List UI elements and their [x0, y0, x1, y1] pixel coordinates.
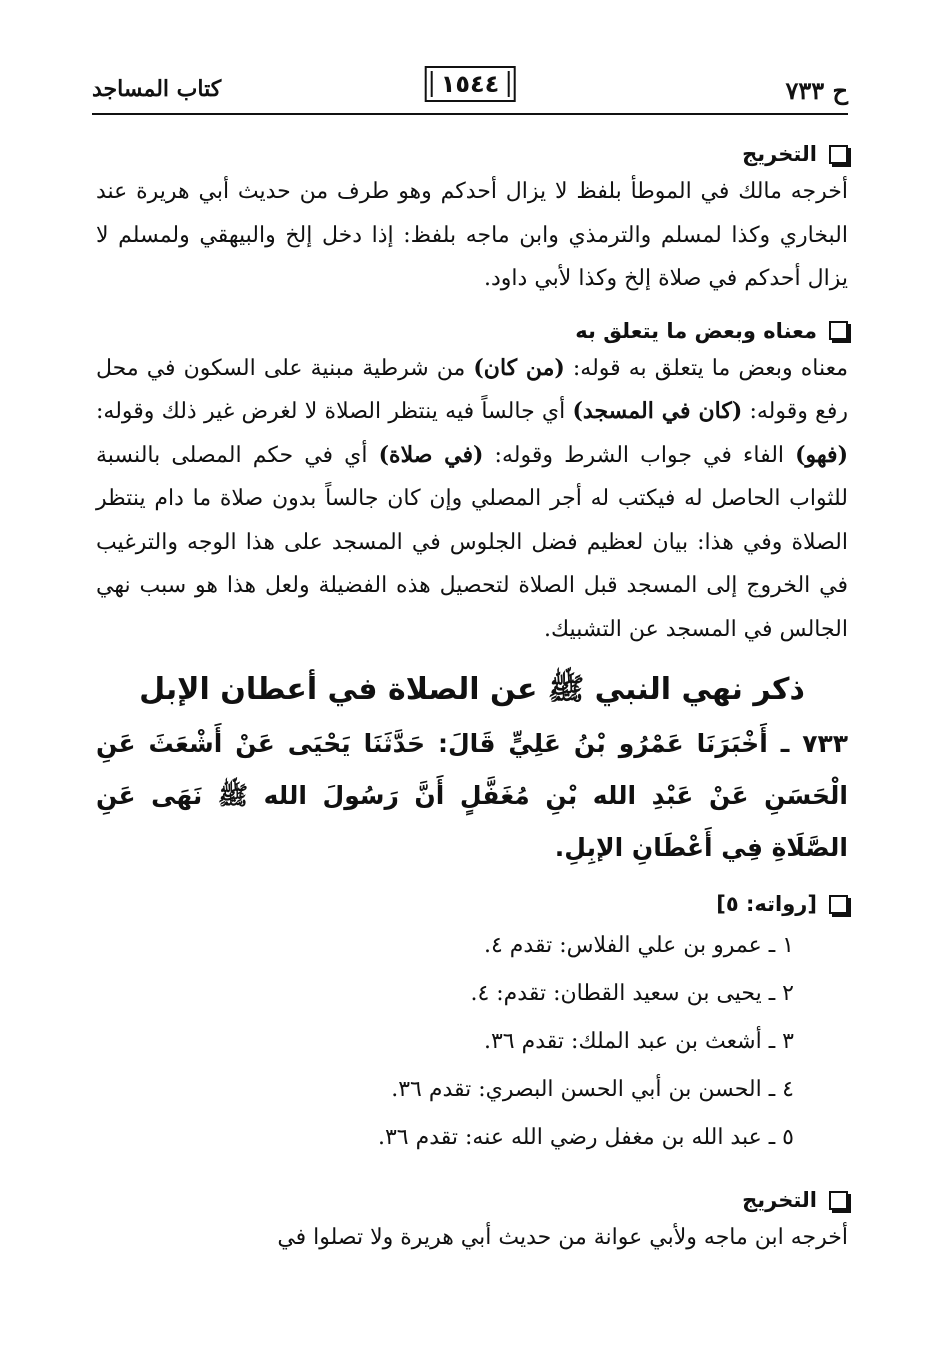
hadith-reference: ح ٧٣٣ [785, 76, 848, 105]
meaning-paragraph: معناه وبعض ما يتعلق به قوله: (من كان) من شرطية مبنية على السكون في محل رفع وقوله: (كان في المسجد) أي جالساً فيه ينتظر الصلاة لا لغرض غير ذلك وقوله: (فهو) الفاء في جواب الشرط وقوله: (في صلاة) أي في حكم المصلى بالنسبة للثواب الحاصل له فيكتب له أجر المصلي وإن كان جالساً بدون صلاة ما دام ينتظر الصلاة وفي هذا: بيان لعظيم فضل الجلوس في المسجد على هذا الوجه والترغيب في الخروج إلى المسجد قبل الصلاة لتحصيل هذه الفضيلة ولعل هذا هو سبب نهي الجالس في المسجد عن التشبيك. [96, 354, 849, 642]
checkbox-square-icon [829, 895, 848, 914]
section-heading-narrators [96, 892, 848, 916]
section-heading-label: التخريج [742, 1188, 817, 1212]
takhrij-paragraph-2: أخرجه ابن ماجه ولأبي عوانة من حديث أبي هريرة ولا تصلوا في [277, 1225, 848, 1250]
hadith-text: ٧٣٣ ـ أَخْبَرَنَا عَمْرُو بْنُ عَلِيٍّ قَالَ: حَدَّثَنَا يَحْيَى عَنْ أَشْعَثَ عَنِ الْحَسَنِ عَنْ عَبْدِ الله بْنِ مُغَفَّلٍ أَنَّ رَسُولَ الله ﷺ نَهَى عَنِ الصَّلَاةِ فِي أَعْطَانِ الإبِلِ. [96, 729, 848, 862]
page-header [92, 66, 848, 112]
book-title: كتاب المساجد [92, 76, 222, 102]
section-heading-meaning [96, 319, 848, 343]
takhrij-paragraph: أخرجه مالك في الموطأ بلفظ لا يزال أحدكم وهو طرف من حديث أبي هريرة عند البخاري وكذا لمسلم والترمذي وابن ماجه بلفظ: إذا دخل إلخ والبيهقي ولمسلم لا يزال أحدكم في صلاة إلخ وكذا لأبي داود. [96, 179, 848, 291]
chapter-title: ذكر نهي النبي ﷺ عن الصلاة في أعطان الإبل [139, 672, 805, 707]
narrator-item: ٣ ـ أشعث بن عبد الملك: تقدم ٣٦. [483, 1029, 794, 1054]
section-heading-takhrij-2 [96, 1188, 848, 1212]
header-divider [92, 113, 848, 115]
page-content [96, 138, 848, 1260]
page-number: ١٥٤٤ [425, 66, 516, 102]
section-heading-label: معناه وبعض ما يتعلق به [575, 318, 817, 343]
narrator-item: ١ ـ عمرو بن علي الفلاس: تقدم ٤. [483, 933, 794, 958]
checkbox-square-icon [829, 321, 848, 340]
narrator-item: ٥ ـ عبد الله بن مغفل رضي الله عنه: تقدم ٣٦. [377, 1125, 794, 1150]
narrator-item: ٤ ـ الحسن بن أبي الحسن البصري: تقدم ٣٦. [391, 1077, 794, 1102]
section-heading-label: [رواته: ٥] [716, 892, 817, 916]
narrator-item: ٢ ـ يحيى بن سعيد القطان: تقدم: ٤. [470, 981, 794, 1006]
section-heading-label: التخريج [742, 142, 817, 166]
section-heading-takhrij [96, 142, 848, 166]
checkbox-square-icon [829, 1191, 848, 1210]
checkbox-square-icon [829, 145, 848, 164]
narrator-list [96, 922, 848, 1162]
